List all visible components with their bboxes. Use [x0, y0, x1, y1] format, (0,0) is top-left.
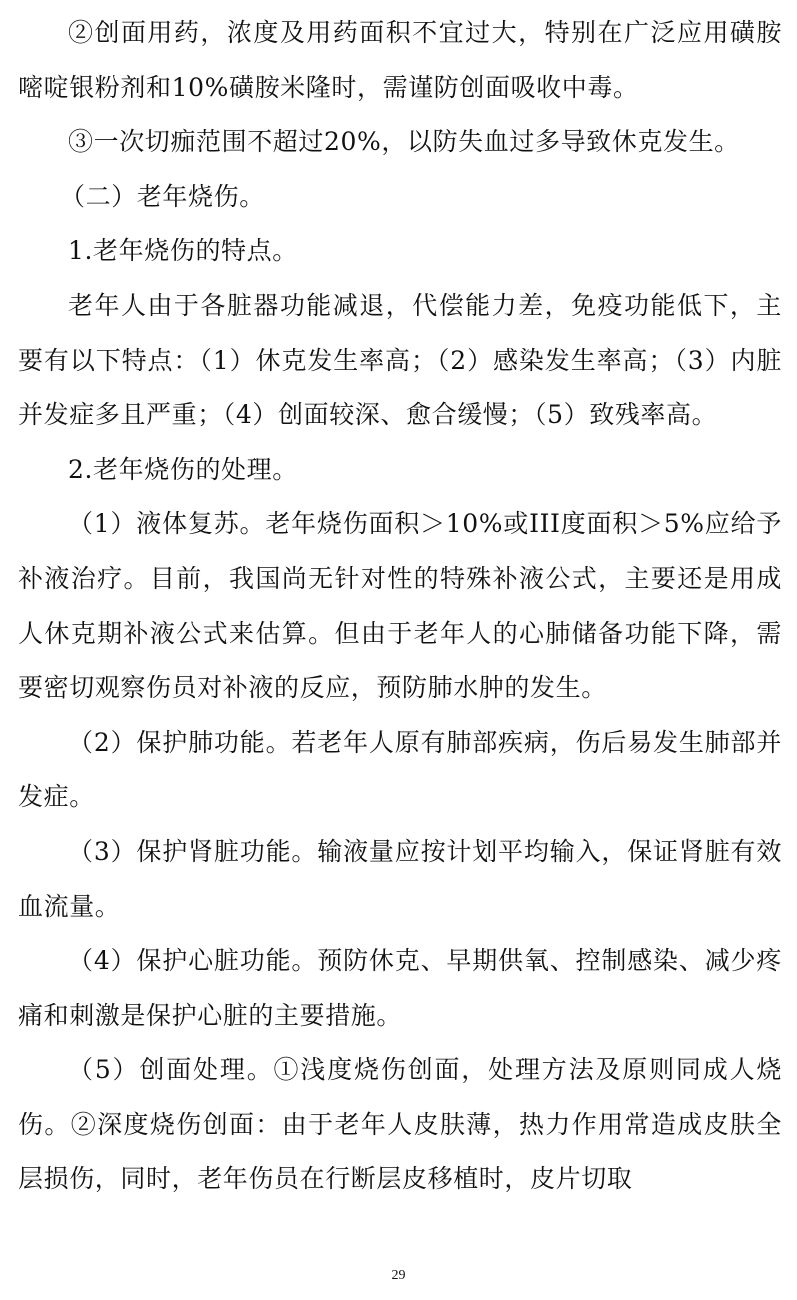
paragraph-lung-protection: （2）保护肺功能。若老年人原有肺部疾病，伤后易发生肺部并发症。 [18, 727, 782, 812]
paragraph-heart-protection: （4）保护心脏功能。预防休克、早期供氧、控制感染、减少疼痛和刺激是保护心脏的主要措施。 [18, 946, 782, 1030]
subheading-treatment: 2.老年烧伤的处理。 [68, 454, 298, 484]
subheading-features: 1.老年烧伤的特点。 [68, 236, 298, 266]
paragraph-eschar-excision: ③一次切痂范围不超过20%，以防失血过多导致休克发生。 [68, 127, 740, 157]
paragraph-wound-medication: ②创面用药，浓度及用药面积不宜过大，特别在广泛应用磺胺嘧啶银粉剂和10%磺胺米隆时，需谨防创面吸收中毒。 [18, 18, 782, 102]
paragraph-kidney-protection: （3）保护肾脏功能。输液量应按计划平均输入，保证肾脏有效血流量。 [18, 836, 782, 921]
section-heading: （二）老年烧伤。 [60, 181, 265, 211]
paragraph-wound-treatment: （5）创面处理。①浅度烧伤创面，处理方法及原则同成人烧伤。②深度烧伤创面：由于老年人皮肤薄，热力作用常造成皮肤全层损伤，同时，老年伤员在行断层皮移植时，皮片切取 [18, 1055, 782, 1194]
paragraph-fluid-resuscitation: （1）液体复苏。老年烧伤面积＞10%或III度面积＞5%应给予补液治疗。目前，我国尚无针对性的特殊补液公式，主要还是用成人休克期补液公式来估算。但由于老年人的心肺储备功能下降，需要密切观察伤员对补液的反应，预防肺水肿的发生。 [18, 509, 782, 703]
body-text [18, 6, 782, 1207]
page-number: 29 [391, 1268, 406, 1283]
paragraph-features: 老年人由于各脏器功能减退，代偿能力差，免疫功能低下，主要有以下特点：（1）休克发生率高；（2）感染发生率高；（3）内脏并发症多且严重；（4）创面较深、愈合缓慢；（5）致残率高。 [18, 290, 782, 430]
